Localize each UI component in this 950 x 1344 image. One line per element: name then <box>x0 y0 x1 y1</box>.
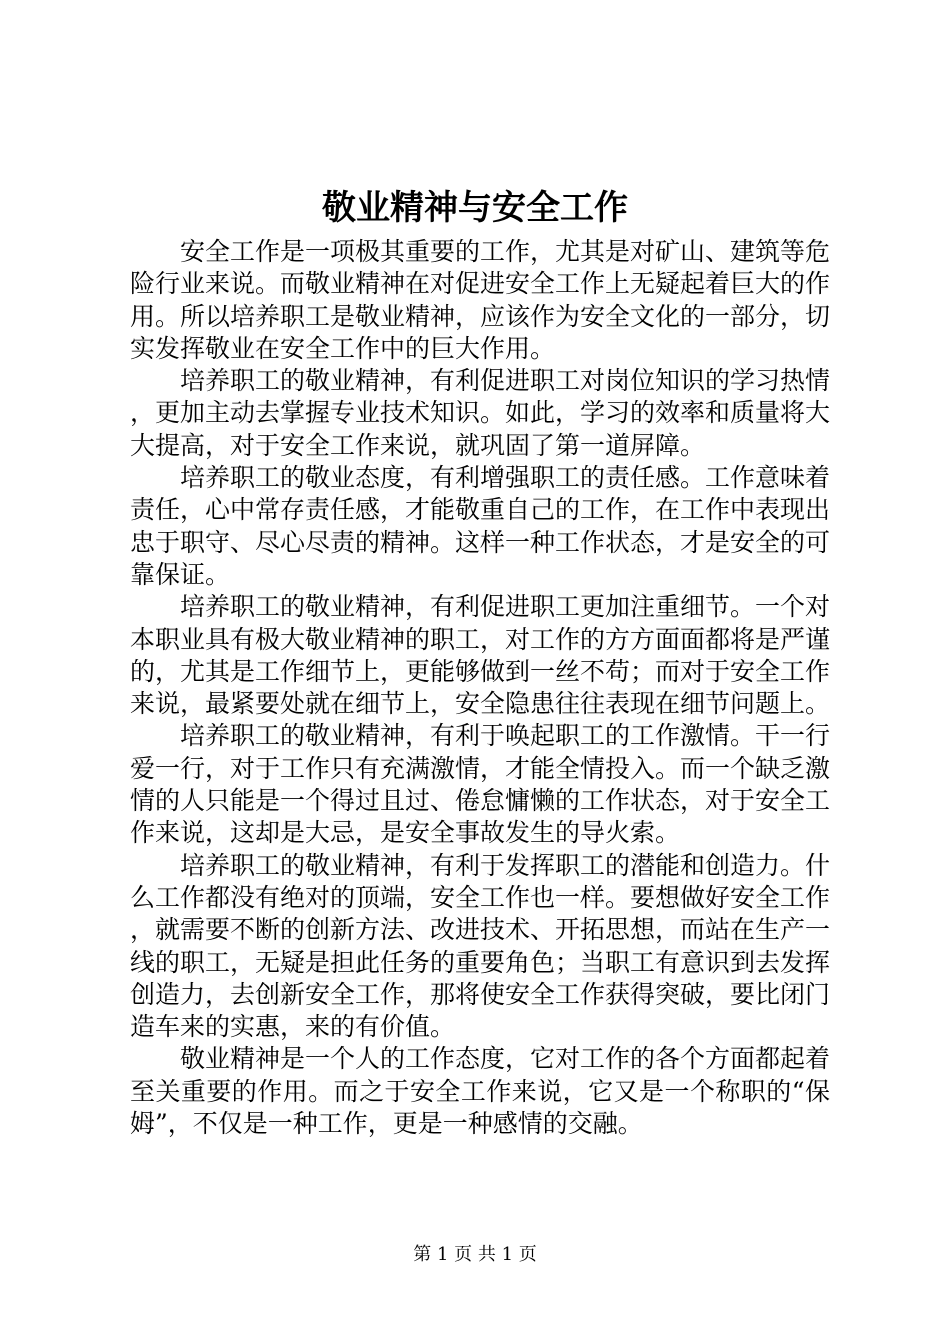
paragraph: 培养职工的敬业精神，有利促进职工更加注重细节。一个对本职业具有极大敬业精神的职工，对工作的方方面面都将是严谨的，尤其是工作细节上，更能够做到一丝不苟；而对于安全工作来说，最紧要处就在细节上，安全隐患往往表现在细节问题上。 <box>130 592 831 719</box>
document-body <box>130 236 830 1140</box>
paragraph: 敬业精神是一个人的工作态度，它对工作的各个方面都起着至关重要的作用。而之于安全工作来说，它又是一个称职的“保姆”，不仅是一种工作，更是一种感情的交融。 <box>130 1044 831 1139</box>
paragraph: 安全工作是一项极其重要的工作，尤其是对矿山、建筑等危险行业来说。而敬业精神在对促进安全工作上无疑起着巨大的作用。所以培养职工是敬业精神，应该作为安全文化的一部分，切实发挥敬业在安全工作中的巨大作用。 <box>130 237 831 363</box>
paragraph: 培养职工的敬业精神，有利于唤起职工的工作激情。干一行爱一行，对于工作只有充满激情，才能全情投入。而一个缺乏激情的人只能是一个得过且过、倦怠慵懒的工作状态，对于安全工作来说，这却是大忌，是安全事故发生的导火索。 <box>130 721 831 848</box>
paragraph: 培养职工的敬业态度，有利增强职工的责任感。工作意味着责任，心中常存责任感，才能敬重自己的工作，在工作中表现出忠于职守、尽心尽责的精神。这样一种工作状态，才是安全的可靠保证。 <box>130 463 831 589</box>
document-title: 敬业精神与安全工作 <box>322 188 628 228</box>
paragraph: 培养职工的敬业精神，有利促进职工对岗位知识的学习热情，更加主动去掌握专业技术知识。如此，学习的效率和质量将大大提高，对于安全工作来说，就巩固了第一道屏障。 <box>130 366 831 460</box>
page-number-footer: 第 1 页 共 1 页 <box>413 1244 537 1265</box>
paragraph: 培养职工的敬业精神，有利于发挥职工的潜能和创造力。什么工作都没有绝对的顶端，安全工作也一样。要想做好安全工作，就需要不断的创新方法、改进技术、开拓思想，而站在生产一线的职工，无疑是担此任务的重要角色；当职工有意识到去发挥创造力，去创新安全工作，那将使安全工作获得突破，要比闭门造车来的实惠，来的有价值。 <box>130 850 831 1042</box>
